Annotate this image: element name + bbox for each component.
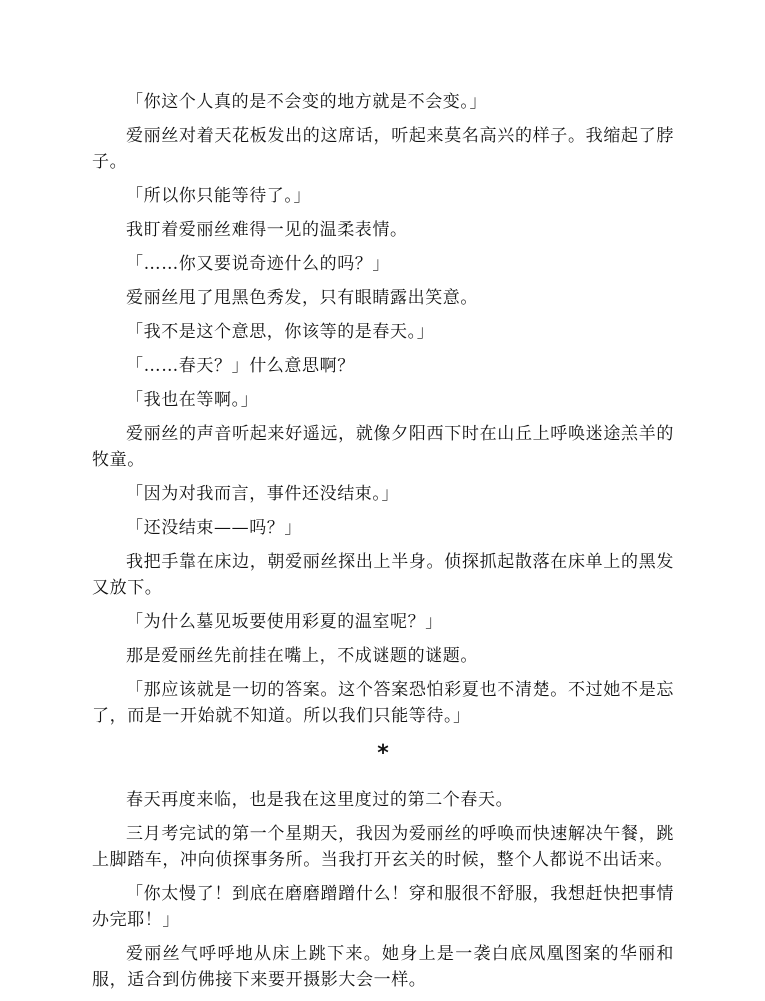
paragraph: 爱丽丝甩了甩黑色秀发，只有眼睛露出笑意。 bbox=[126, 288, 478, 308]
paragraph: 「还没结束——吗？」 bbox=[126, 518, 302, 538]
paragraph: 爱丽丝的声音听起来好遥远，就像夕阳西下时在山丘上呼唤迷途羔羊的牧童。 bbox=[92, 424, 674, 470]
paragraph: 春天再度来临，也是我在这里度过的第二个春天。 bbox=[126, 790, 514, 810]
paragraph: 三月考完试的第一个星期天，我因为爱丽丝的呼唤而快速解决午餐，跳上脚踏车，冲向侦探事务所。当我打开玄关的时候，整个人都说不出话来。 bbox=[92, 824, 674, 870]
paragraph: 「……你又要说奇迹什么的吗？」 bbox=[126, 254, 390, 274]
paragraph: 「……春天？」什么意思啊？ bbox=[126, 356, 355, 376]
paragraph: 爱丽丝对着天花板发出的这席话，听起来莫名高兴的样子。我缩起了脖子。 bbox=[92, 126, 674, 172]
paragraph: 「我不是这个意思，你该等的是春天。」 bbox=[126, 322, 435, 342]
book-page bbox=[92, 89, 674, 1001]
paragraph: 「你这个人真的是不会变的地方就是不会变。」 bbox=[126, 92, 488, 112]
paragraph: 我把手靠在床边，朝爱丽丝探出上半身。侦探抓起散落在床单上的黑发又放下。 bbox=[92, 552, 674, 598]
paragraph: 「为什么墓见坂要使用彩夏的温室呢？」 bbox=[126, 612, 443, 632]
paragraph: 「那应该就是一切的答案。这个答案恐怕彩夏也不清楚。不过她不是忘了，而是一开始就不知道。所以我们只能等待。」 bbox=[92, 680, 674, 726]
paragraph: 我盯着爱丽丝难得一见的温柔表情。 bbox=[126, 220, 408, 240]
paragraph: 爱丽丝气呼呼地从床上跳下来。她身上是一袭白底凤凰图案的华丽和服，适合到仿佛接下来要开摄影大会一样。 bbox=[92, 944, 674, 990]
paragraph: 「所以你只能等待了。」 bbox=[126, 186, 312, 206]
paragraph: 「我也在等啊。」 bbox=[126, 390, 259, 410]
paragraph: 那是爱丽丝先前挂在嘴上，不成谜题的谜题。 bbox=[126, 646, 478, 666]
section-separator: * bbox=[377, 741, 389, 766]
paragraph: 「因为对我而言，事件还没结束。」 bbox=[126, 484, 400, 504]
paragraph: 「你太慢了！到底在磨磨蹭蹭什么！穿和服很不舒服，我想赶快把事情办完耶！」 bbox=[92, 884, 674, 930]
